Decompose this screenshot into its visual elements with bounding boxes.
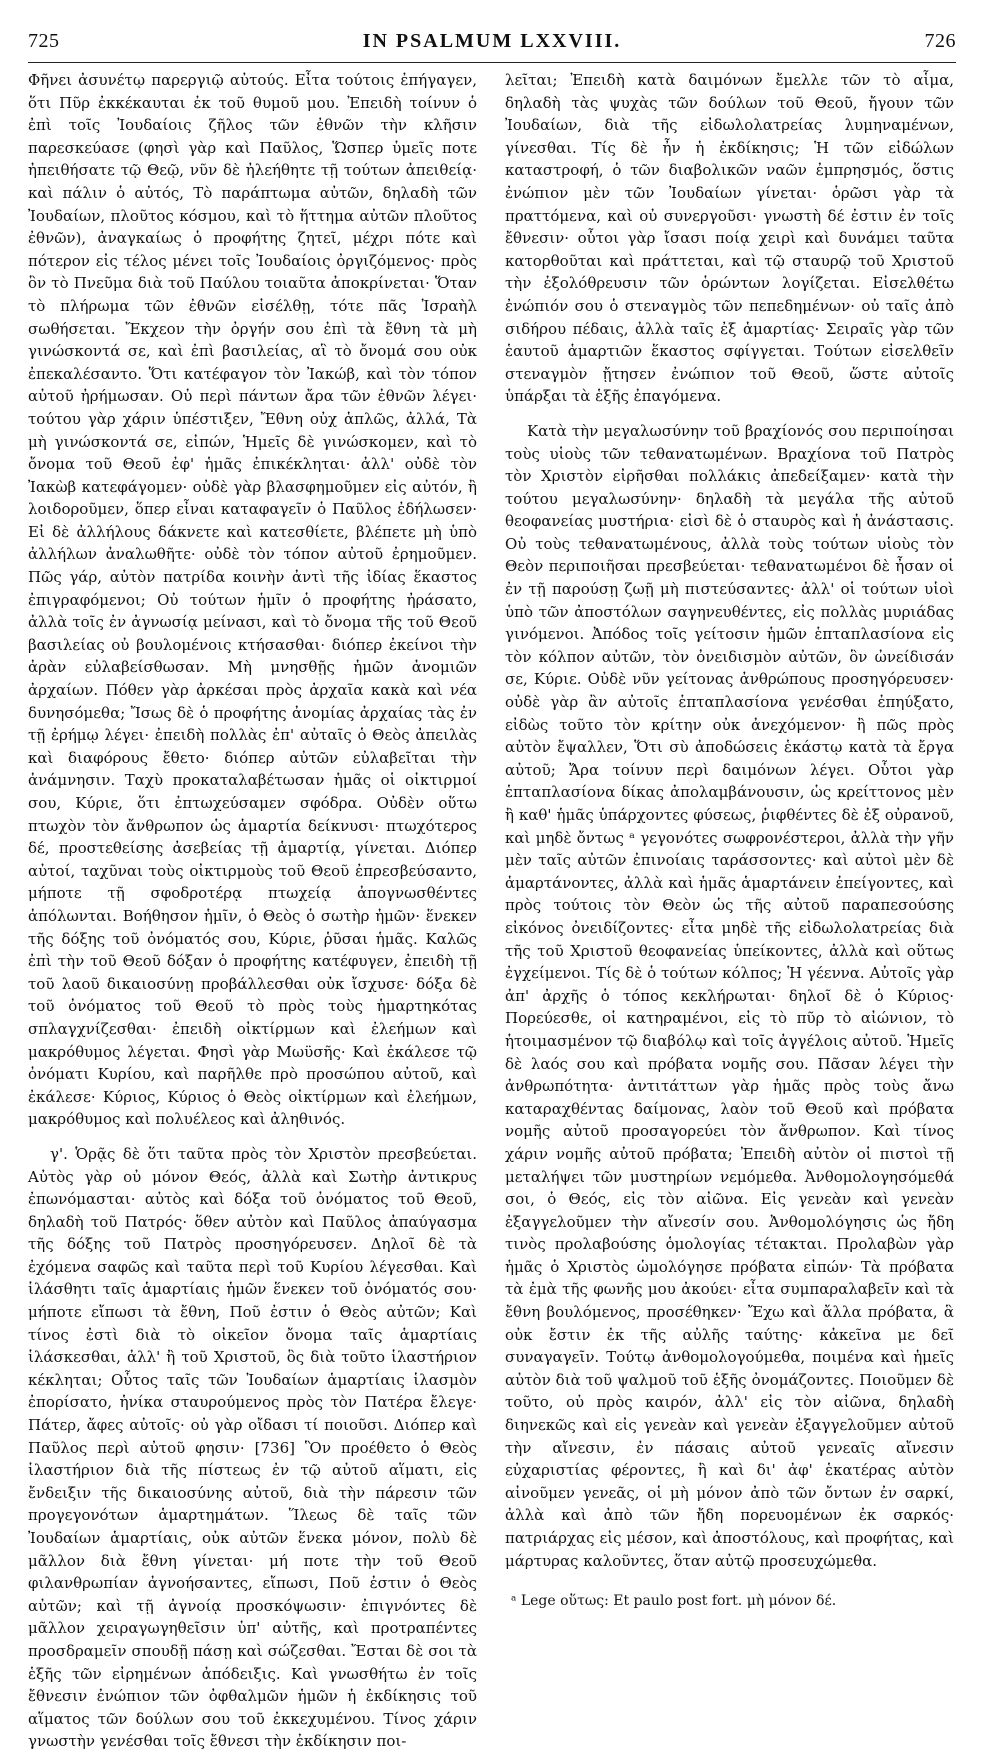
header-rule bbox=[28, 62, 956, 63]
right-column bbox=[505, 69, 954, 1753]
left-paragraph-2: γ'. Ὁρᾷς δὲ ὅτι ταῦτα πρὸς τὸν Χριστὸν πρεσβεύεται. Αὐτὸς γὰρ οὐ μόνον Θεός, ἀλλὰ καὶ Σωτὴρ ἀντικρυς ἐπωνόμασται· αὐτὸς καὶ δόξα τοῦ ὀνόματος τοῦ Θεοῦ, δηλαδὴ τοῦ Πατρός· ὅθεν αὐτὸν καὶ Παῦλος ἀπαύγασμα τῆς δόξης τοῦ Πατρὸς προσηγόρευσεν. Δηλοῖ δὲ τὰ ἐχόμενα σαφῶς καὶ ταῦτα περὶ τοῦ Κυρίου λέγεσθαι. Καὶ ἱλάσθητι ταῖς ἁμαρτίαις ἡμῶν ἕνεκεν τοῦ ὀνόματός σου· μήποτε εἴπωσι τὰ ἔθνη, Ποῦ ἐστιν ὁ Θεὸς αὐτῶν; Καὶ τίνος ἐστὶ διὰ τὸ οἰκεῖον ὄνομα ταῖς ἁμαρτίαις ἱλάσκεσθαι, ἀλλ' ἢ τοῦ Χριστοῦ, ὃς διὰ τοῦτο ἱλαστήριον κέκληται; Οὗτος ταῖς τῶν Ἰουδαίων ἁμαρτίαις ἱλασμὸν ἐπορίσατο, ἡνίκα σταυρούμενος πρὸς τὸν Πατέρα ἔλεγε· Πάτερ, ἄφες αὐτοῖς· οὐ γὰρ οἴδασι τί ποιοῦσι. Διόπερ καὶ Παῦλος περὶ αὐτοῦ φησιν· [736] Ὃν προέθετο ὁ Θεὸς ἱλαστήριον διὰ τῆς πίστεως ἐν τῷ αὐτοῦ αἵματι, εἰς ἔνδειξιν τῆς δικαιοσύνης αὐτοῦ, διὰ τὴν πάρεσιν τῶν προγεγονότων ἁμαρτημάτων. Ἵλεως δὲ ταῖς τῶν Ἰουδαίων ἁμαρτίαις, οὐκ αὐτῶν ἕνεκα μόνον, πολὺ δὲ μᾶλλον διὰ ἔθνη γίνεται· μή ποτε τὴν τοῦ Θεοῦ φιλανθρωπίαν ἀγνοήσαντες, εἴπωσι, Ποῦ ἐστιν ὁ Θεὸς αὐτῶν; καὶ τῇ ἀγνοίᾳ προσκόψωσιν· ἐπιγνόντες δὲ μᾶλλον χειραγωγηθεῖσιν ὑπ' αὐτῆς, καὶ προτραπέντες προσδραμεῖν σπουδῇ πάσῃ καὶ σώζεσθαι. Ἔσται δὲ σοι τὰ ἑξῆς τῶν εἰρημένων ἀπόδειξις. Καὶ γνωσθήτω ἐν τοῖς ἔθνεσιν ἐνώπιον τῶν ὀφθαλμῶν ἡμῶν ἡ ἐκδίκησις τοῦ αἵματος τῶν δούλων σου τοῦ ἐκκεχυμένου. Τίνος χάριν γνωστὴν γενέσθαι τοῖς ἔθνεσι τὴν ἐκδίκησιν ποι- bbox=[28, 1144, 477, 1751]
footnote: ᵃ Lege οὕτως: Et paulo post fort. μὴ μόνον δέ. bbox=[511, 1593, 837, 1610]
right-page-number: 726 bbox=[924, 30, 956, 52]
right-paragraph-2: Κατὰ τὴν μεγαλωσύνην τοῦ βραχίονός σου περιποίησαι τοὺς υἱοὺς τῶν τεθανατωμένων. Βραχίονα τοῦ Πατρὸς τὸν Χριστὸν εἰρῆσθαι πολλάκις ἀπεδείξαμεν· κατὰ τὴν τούτου μεγαλωσύνην· δηλαδὴ τὰ μεγάλα τῆς αὐτοῦ θεοφανείας μυστήρια· εἰσὶ δὲ ὁ σταυρὸς καὶ ἡ ἀνάστασις. Οὐ τοὺς τεθανατωμένους, ἀλλὰ τοὺς τούτων υἱοὺς τὸν Θεὸν περιποιῆσαι πρεσβεύεται· τεθανατωμένοι δὲ ἦσαν οἱ ἐν τῇ παρούσῃ ζωῇ μὴ πιστεύσαντες· ἀλλ' οἱ τούτων υἱοὶ ὑπὸ τῶν ἀποστόλων σαγηνευθέντες, εἰς πολλὰς μυριάδας γινόμενοι. Ἀπόδος τοῖς γείτοσιν ἡμῶν ἑπταπλασίονα εἰς τὸν κόλπον αὐτῶν, τὸν ὀνειδισμὸν αὐτῶν, ὃν ὠνείδισάν σε, Κύριε. Οὐδὲ νῦν γείτονας ἀνθρώπους προσηγόρευσεν· οὐδὲ γὰρ ἂν αὐτοῖς ἑπταπλασίονα γενέσθαι ἐπηύξατο, εἰδὼς τοῦτο τὸν κρίτην οὐκ ἀνεχόμενον· ἢ πῶς πρὸς αὐτὸν ἔψαλλεν, Ὅτι σὺ ἀποδώσεις ἑκάστῳ κατὰ τὰ ἔργα αὐτοῦ; Ἄρα τοίνυν περὶ δαιμόνων λέγει. Οὗτοι γὰρ ἑπταπλασίονα δίκας ἀπολαμβάνουσιν, ὡς κρείττονος μὲν ἢ καθ' ἡμᾶς ὑπάρχοντες φύσεως, ῥιφθέντες δὲ ἐξ οὐρανοῦ, καὶ μηδὲ ὄντως ᵃ γεγονότες σωφρονέστεροι, ἀλλὰ τὴν γῆν μὲν ταῖς αὐτῶν ἐπινοίαις ταράσσοντες· καὶ αὐτοὶ μὲν δὲ ἁμαρτάνοντες, ἀλλὰ καὶ ἡμᾶς ἁμαρτάνειν ἐπείγοντες, καὶ πρὸς τούτοις τὸν Θεὸν ὡς τῆς αὐτοῦ παραπεσούσης εἰκόνος ὀνειδίζοντες· εἶτα μηδὲ τῆς εἰδωλολατρείας διὰ τῆς τοῦ Χριστοῦ θεοφανείας ὑπείκοντες, ἀλλὰ καὶ οὕτως ἐγχείμενοι. Τίς δὲ ὁ τούτων κόλπος; Ἡ γέεννα. Αὐτοῖς γὰρ ἀπ' ἀρχῆς ὁ τόπος κεκλήρωται· δηλοῖ δὲ ὁ Κύριος· Πορεύεσθε, οἱ κατηραμένοι, εἰς τὸ πῦρ τὸ αἰώνιον, τὸ ἡτοιμασμένον τῷ διαβόλῳ καὶ τοῖς ἀγγέλοις αὐτοῦ. Ἡμεῖς δὲ λαός σου καὶ πρόβατα νομῆς σου. Πᾶσαν λέγει τὴν ἀνθρωπότητα· ἀντιτάττων γὰρ ἡμᾶς πρὸς τοὺς ἄνω καταραχθέντας δαίμονας, λαὸν τοῦ Θεοῦ καὶ πρόβατα νομῆς αὐτοῦ προσαγορεύει τὸν ἄνθρωπον. Καὶ τίνος χάριν νομῆς αὐτοῦ πρόβατα; Ἐπειδὴ αὐτὸν οἱ πιστοὶ τῇ μεταλήψει τῶν μυστηρίων νεμόμεθα. Ἀνθομολογησόμεθά σοι, ὁ Θεός, εἰς τὸν αἰῶνα. Εἰς γενεὰν καὶ γενεὰν ἐξαγγελοῦμεν τὴν αἴνεσίν σου. Ἀνθομολόγησις ὡς ἤδη τινὸς προλαβούσης ὁμολογίας τέτακται. Προλαβὼν γὰρ ἡμᾶς ὁ Χριστὸς ὡμολόγησε πρόβατα εἰπών· Τὰ πρόβατα τὰ ἐμὰ τῆς φωνῆς μου ἀκούει· εἶτα συμπαραλαβεῖν καὶ τὰ ἔθνη βουλόμενος, προσέθηκεν· Ἔχω καὶ ἄλλα πρόβατα, ἃ οὐκ ἔστιν ἐκ τῆς αὐλῆς ταύτης· κἀκεῖνα με δεῖ συναγαγεῖν. Τούτῳ ἀνθομολογούμεθα, ποιμένα καὶ ἡμεῖς αὐτὸν διὰ τοῦ ψαλμοῦ τοῦ ἑξῆς ὀνομάζοντες. Ποιοῦμεν δὲ τοῦτο, οὐ πρὸς καιρόν, ἀλλ' εἰς τὸν αἰῶνα, δηλαδὴ διηνεκῶς καὶ εἰς γενεὰν καὶ γενεὰν ἐξαγγελοῦμεν αὐτοῦ τὴν αἴνεσιν, ἐν πάσαις αὐτοῦ γενεαῖς αἴνεσιν εὐχαριστίας φέροντες, ἢ καὶ δι' ἀφ' ἑκατέρας αὐτὸν αἰνοῦμεν γενεᾶς, οἱ μὴ μόνον ἀπὸ τῶν ὄντων ἐν σαρκί, ἀλλὰ καὶ ἀπὸ τῶν ἤδη πορευομένων ἐκ σαρκός· πατριάρχας εἰς μέσον, καὶ ἀποστόλους, καὶ προφήτας, καὶ μάρτυρας καλοῦντες, ὅταν αὐτῷ προσευχώμεθα. bbox=[505, 421, 954, 1570]
running-header bbox=[28, 30, 956, 60]
left-paragraph-1: Φῆνει ἀσυνέτῳ παρεργιῷ αὐτούς. Εἶτα τούτοις ἐπήγαγεν, ὅτι Πῦρ ἐκκέκαυται ἐκ τοῦ θυμοῦ μου. Ἐπειδὴ τοίνυν ὁ ἐπὶ τοῖς Ἰουδαίοις ζῆλος τῶν ἐθνῶν τὴν κλῆσιν παρεσκεύασε (φησὶ γὰρ καὶ Παῦλος, Ὥσπερ ὑμεῖς ποτε ἠπειθήσατε τῷ Θεῷ, νῦν δὲ ἠλεήθητε τῇ τούτων ἀπειθείᾳ· καὶ πάλιν ὁ αὐτός, Τὸ παράπτωμα αὐτῶν, δηλαδὴ τῶν Ἰουδαίων, πλοῦτος κόσμου, καὶ τὸ ἥττημα αὐτῶν πλοῦτος ἐθνῶν), ἀναγκαίως ὁ προφήτης ζητεῖ, μέχρι πότε καὶ πότερον εἰς τέλος μένει τοῖς Ἰουδαίοις ὀργιζόμενος· πρὸς ὃν τὸ Πνεῦμα διὰ τοῦ Παύλου τοιαῦτα ἀποκρίνεται· Ὅταν τὸ πλήρωμα τῶν ἐθνῶν εἰσέλθῃ, τότε πᾶς Ἰσραὴλ σωθήσεται. Ἔκχεον τὴν ὀργήν σου ἐπὶ τὰ ἔθνη τὰ μὴ γινώσκοντά σε, καὶ ἐπὶ βασιλείας, αἳ τὸ ὄνομά σου οὐκ ἐπεκαλέσαντο. Ὅτι κατέφαγον τὸν Ἰακώβ, καὶ τὸν τόπον αὐτοῦ ἠρήμωσαν. Οὐ περὶ πάντων ἄρα τῶν ἐθνῶν λέγει· τούτου γὰρ χάριν ὑπέστιξεν, Ἔθνη οὐχ ἁπλῶς, ἀλλά, Τὰ μὴ γινώσκοντά σε, εἰπών, Ἡμεῖς δὲ γινώσκομεν, καὶ τὸ ὄνομα τοῦ Θεοῦ ἐφ' ἡμᾶς ἐπικέκληται· ἀλλ' οὐδὲ τὸν Ἰακὼβ κατεφάγομεν· οὐδὲ γὰρ βλασφημοῦμεν εἰς αὐτόν, ἢ λοιδοροῦμεν, ὅπερ εἶναι καταφαγεῖν ὁ Παῦλος ἐδήλωσεν· Εἰ δὲ ἀλλήλους δάκνετε καὶ κατεσθίετε, βλέπετε μὴ ὑπὸ ἀλλήλων ἀναλωθῆτε· οὐδὲ τὸν τόπον αὐτοῦ ἐρημοῦμεν. Πῶς γάρ, αὐτὸν πατρίδα κοινὴν ἀντὶ τῆς ἰδίας ἕκαστος ἐπιγραφόμενοι; Οὐ τούτων ἡμῖν ὁ προφήτης ἠράσατο, ἀλλὰ τοῖς ἐν ἀγνωσίᾳ μείνασι, καὶ τὸ ὄνομα τῆς τοῦ Θεοῦ βασιλείας οὐ βουλομένοις κτήσασθαι· διόπερ ἐκείνοι τὴν ἀρὰν εὐλαβείσθωσαν. Μὴ μνησθῇς ἡμῶν ἀνομιῶν ἀρχαίων. Πόθεν γὰρ ἀρκέσαι πρὸς ἀρχαῖα κακὰ καὶ νέα δυνησόμεθα; Ἴσως δὲ ὁ προφήτης ἀνομίας ἀρχαίας τὰς ἐν τῇ ἐρήμῳ λέγει· ἐπειδὴ πολλὰς ἐπ' αὐταῖς ὁ Θεὸς ἀπειλὰς καὶ διαφόρους ἔθετο· διόπερ αὐτῶν εὐλαβεῖται τὴν ἀνάμνησιν. Ταχὺ προκαταλαβέτωσαν ἡμᾶς οἱ οἰκτιρμοί σου, Κύριε, ὅτι ἐπτωχεύσαμεν σφόδρα. Οὐδὲν οὕτω πτωχὸν τὸν ἄνθρωπον ὡς ἁμαρτία δείκνυσι· πτωχότερος δέ, προστεθείσης ἀσεβείας τῇ ἁμαρτίᾳ, γίνεται. Διόπερ αὐτοί, ταχῦναι τοὺς οἰκτιρμοὺς τοῦ Θεοῦ ἐπρεσβεύσαντο, μήποτε τῇ σφοδροτέρᾳ πτωχείᾳ ἀπογνωσθέντες ἀπόλωνται. Βοήθησον ἡμῖν, ὁ Θεὸς ὁ σωτὴρ ἡμῶν· ἕνεκεν τῆς δόξης τοῦ ὀνόματός σου, Κύριε, ῥῦσαι ἡμᾶς. Καλῶς ἐπὶ τὴν τοῦ Θεοῦ δόξαν ὁ προφήτης κατέφυγεν, ἐπειδὴ τῇ τοῦ λαοῦ δικαιοσύνῃ προβάλλεσθαι οὐκ ἴσχυσε· δόξα δὲ τοῦ ὀνόματος τοῦ Θεοῦ τὸ πρὸς τοὺς ἡμαρτηκότας σπλαγχνίζεσθαι· ἐπειδὴ οἰκτίρμων καὶ ἐλεήμων καὶ μακρόθυμος λέγεται. Φησὶ γὰρ Μωϋσῆς· Καὶ ἐκάλεσε τῷ ὀνόματι Κυρίου, καὶ παρῆλθε πρὸ προσώπου αὐτοῦ, καὶ ἐκάλεσε· Κύριος, Κύριος ὁ Θεὸς οἰκτίρμων καὶ ἐλεήμων, μακρόθυμος καὶ πολυέλεος καὶ ἀληθινός. bbox=[28, 71, 477, 1129]
running-title: IN PSALMUM LXXVIII. bbox=[362, 30, 622, 52]
left-page-number: 725 bbox=[28, 30, 60, 52]
two-column-body bbox=[28, 69, 956, 1753]
right-paragraph-1: λεῖται; Ἐπειδὴ κατὰ δαιμόνων ἔμελλε τῶν τὸ αἷμα, δηλαδὴ τὰς ψυχὰς τῶν δούλων τοῦ Θεοῦ, ἤγουν τῶν Ἰουδαίων, διὰ τῆς εἰδωλολατρείας λυμηναμένων, γίνεσθαι. Τίς δὲ ἦν ἡ ἐκδίκησις; Ἡ τῶν εἰδώλων καταστροφή, ὁ τῶν διαβολικῶν ναῶν ἐμπρησμός, ὅστις ἐνώπιον μὲν τῶν Ἰουδαίων γίνεται· ὁρῶσι γὰρ τὰ πραττόμενα, καὶ οὐ συνεργοῦσι· γνωστὴ δέ ἐστιν ἐν τοῖς ἔθνεσιν· οὗτοι γὰρ ἴσασι ποίᾳ χειρὶ καὶ δυνάμει ταῦτα κατορθοῦται καὶ πράττεται, καὶ τῷ σταυρῷ τοῦ Χριστοῦ τὴν ἐξολόθρευσιν τῶν ὁρώντων λογίζεται. Εἰσελθέτω ἐνώπιόν σου ὁ στεναγμὸς τῶν πεπεδημένων· οὐ ταῖς ἀπὸ σιδήρου πέδαις, ἀλλὰ ταῖς ἐξ ἁμαρτίας· Σειραῖς γὰρ τῶν ἑαυτοῦ ἁμαρτιῶν ἕκαστος σφίγγεται. Τούτων εἰσελθεῖν στεναγμὸν ᾔτησεν ἐνώπιον τοῦ Θεοῦ, ὥστε αὐτοῖς ὑπάρξαι τὰ ἑξῆς ἐπαγόμενα. bbox=[505, 71, 954, 406]
left-column bbox=[28, 69, 477, 1753]
